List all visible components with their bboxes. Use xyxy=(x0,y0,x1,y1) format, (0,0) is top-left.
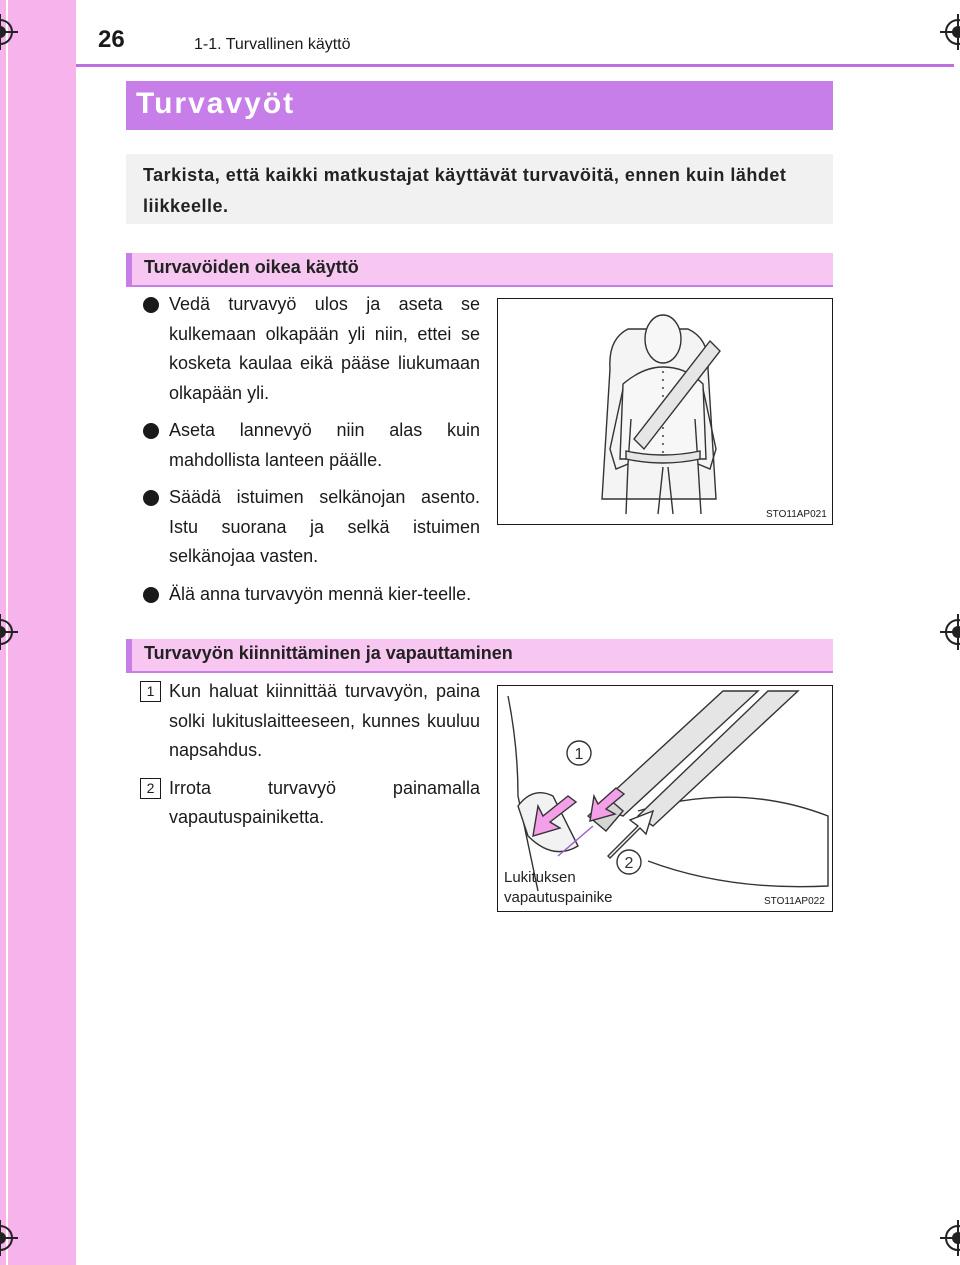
figure-buckle xyxy=(497,685,833,912)
page-title: Turvavyöt xyxy=(136,87,296,120)
intro-text: Tarkista, että kaikki matkustajat käyttävät turvavöitä, ennen kuin lähdet liikkeelle. xyxy=(143,165,787,216)
callout-2: 2 xyxy=(624,855,634,872)
section-heading-bar xyxy=(126,253,132,287)
step-number: 2 xyxy=(140,778,161,799)
list-item xyxy=(140,483,480,572)
figure-code: STO11AP021 xyxy=(766,509,827,520)
section-heading-fasten-release xyxy=(126,639,833,673)
page-number: 26 xyxy=(98,26,125,53)
section-heading-text: Turvavyön kiinnittäminen ja vapauttaminen xyxy=(144,643,513,663)
registration-mark-icon xyxy=(940,14,960,50)
figure-caption-line2: vapautuspainike xyxy=(504,889,613,906)
list-item-text: Vedä turvavyö ulos ja aseta se kulkemaan olkapään yli niin, ettei se kosketa kaulaa eikä pääse liukumaan olkapään yli. xyxy=(169,294,480,403)
list-item-text: Irrota turvavyö painamalla vapautuspainiketta. xyxy=(169,777,480,827)
callout-1: 1 xyxy=(574,746,584,763)
registration-mark-icon xyxy=(0,14,18,50)
bullet-icon xyxy=(143,423,159,439)
step-number: 1 xyxy=(140,681,161,702)
step-list xyxy=(140,677,480,841)
page-title-bar xyxy=(126,81,833,130)
list-item xyxy=(140,580,480,610)
bullet-list xyxy=(140,290,480,617)
list-item xyxy=(140,290,480,408)
section-heading-bar xyxy=(126,639,132,673)
bullet-icon xyxy=(143,297,159,313)
list-item-text: Älä anna turvavyön mennä kier-teelle. xyxy=(169,583,472,604)
list-item-text: Kun haluat kiinnittää turvavyön, paina solki lukituslaitteeseen, kunnes kuuluu napsahdus. xyxy=(169,681,480,760)
figure-seatbelt-position xyxy=(497,298,833,525)
breadcrumb: 1-1. Turvallinen käyttö xyxy=(194,36,351,53)
bullet-icon xyxy=(143,490,159,506)
intro-box xyxy=(126,154,833,224)
registration-mark-icon xyxy=(0,1220,18,1256)
section-heading-correct-use xyxy=(126,253,833,287)
list-item xyxy=(140,774,480,833)
person-seatbelt-illustration xyxy=(498,299,832,524)
figure-caption-line1: Lukituksen xyxy=(504,869,576,886)
section-heading-text: Turvavöiden oikea käyttö xyxy=(144,257,359,277)
bullet-icon xyxy=(143,587,159,603)
registration-mark-icon xyxy=(940,614,960,650)
list-item xyxy=(140,677,480,766)
registration-mark-icon xyxy=(940,1220,960,1256)
list-item-text: Aseta lannevyö niin alas kuin mahdollista lanteen päälle. xyxy=(169,420,480,470)
list-item-text: Säädä istuimen selkänojan asento. Istu suorana ja selkä istuimen selkänojaa vasten. xyxy=(169,487,480,566)
figure-code: STO11AP022 xyxy=(764,896,825,907)
list-item xyxy=(140,416,480,475)
header-rule xyxy=(76,64,954,67)
registration-mark-icon xyxy=(0,614,18,650)
